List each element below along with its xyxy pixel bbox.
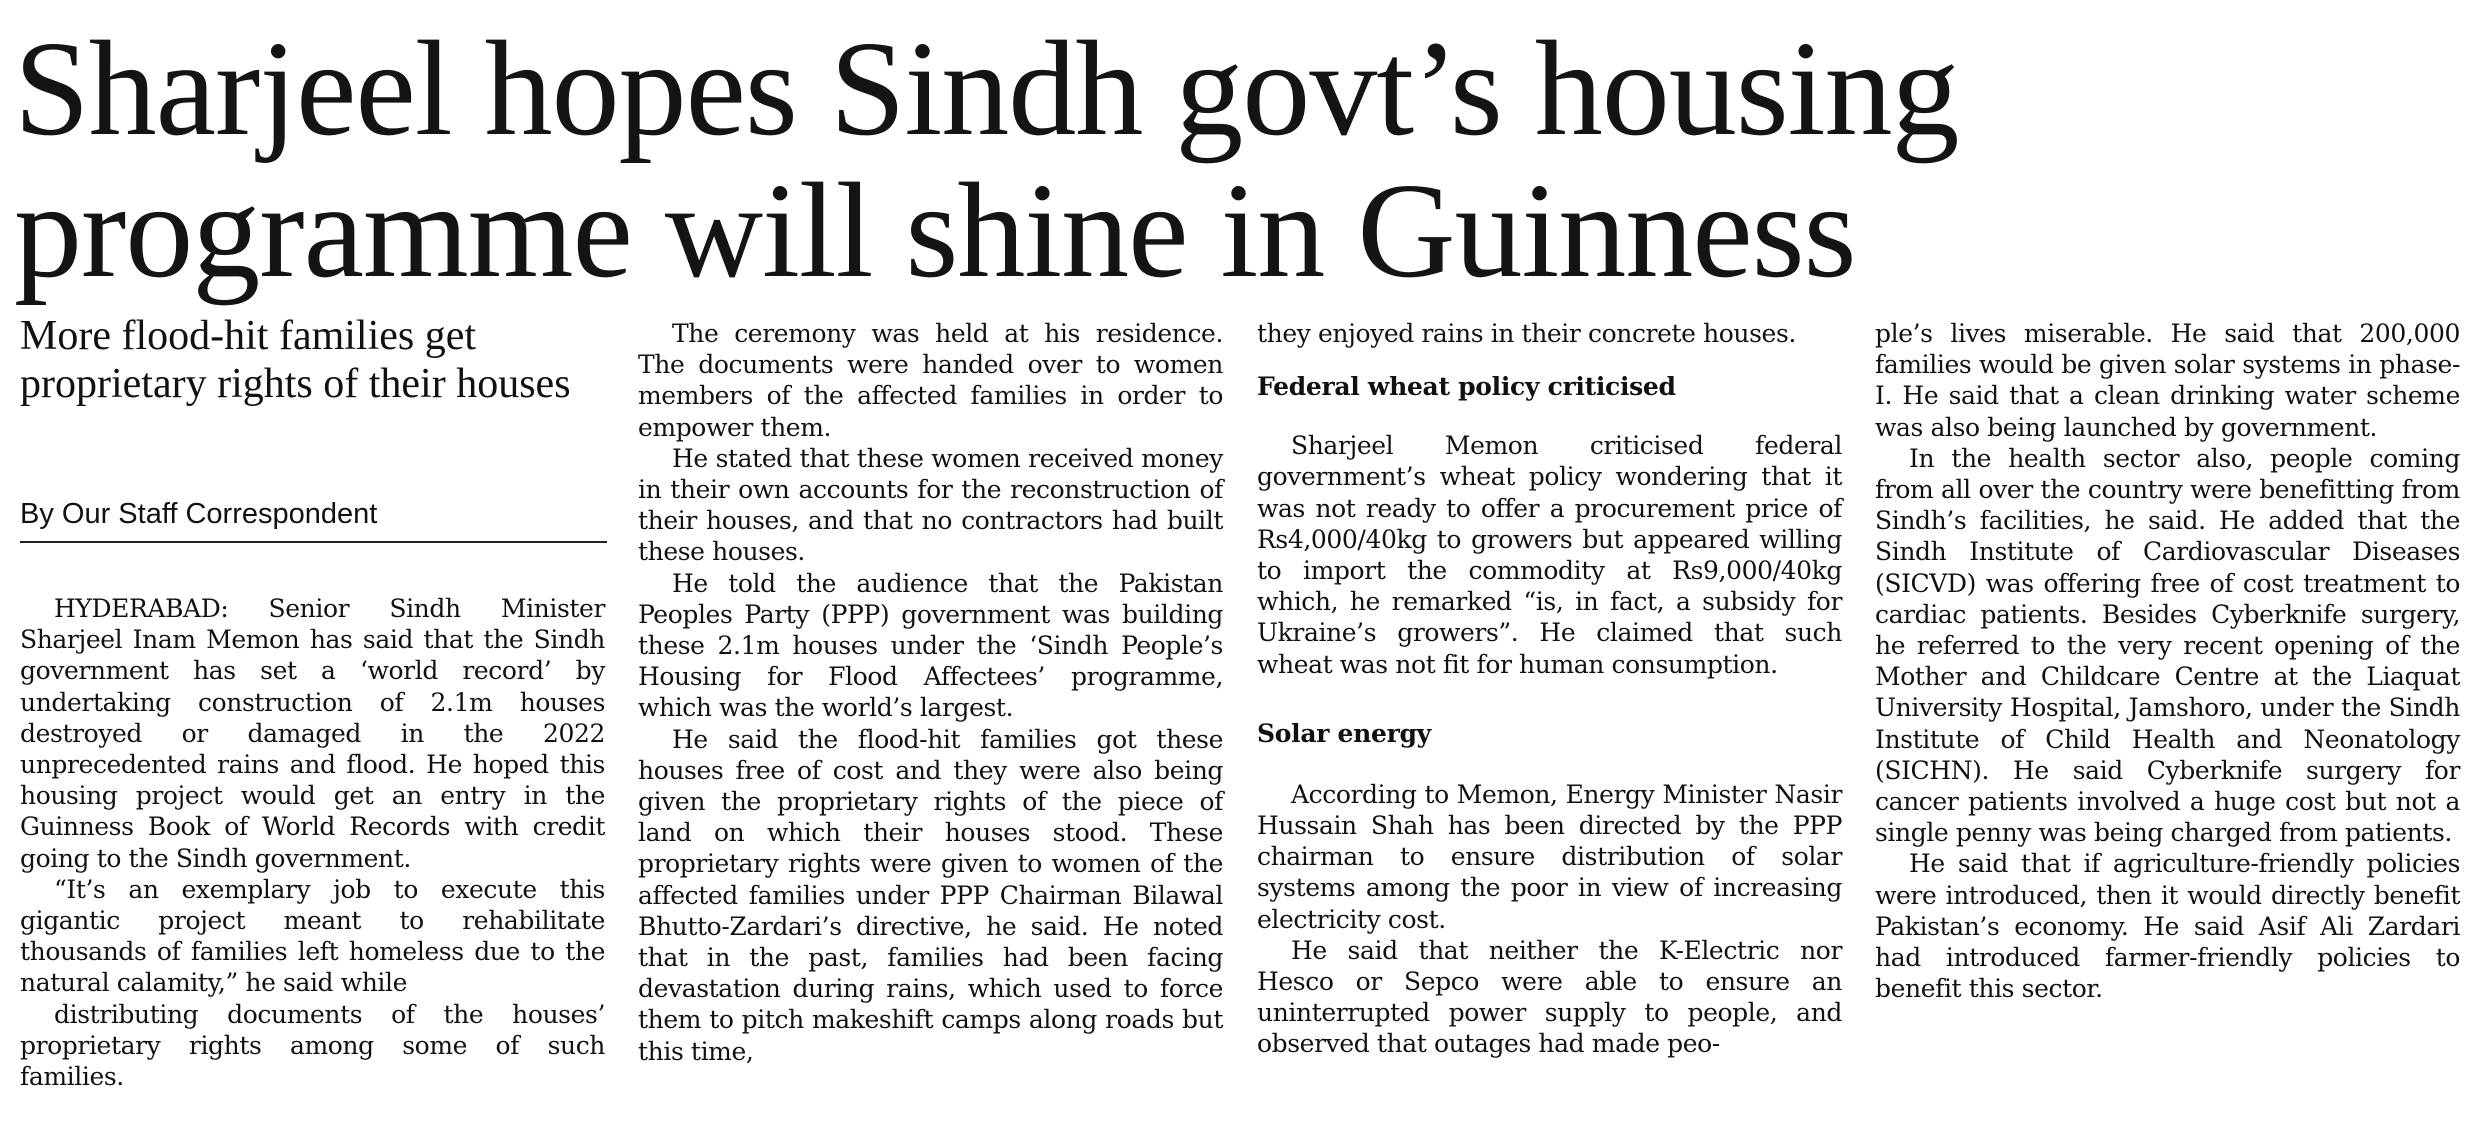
article-column-3: [1257, 318, 1842, 1060]
article-column-1: [20, 593, 605, 1092]
paragraph-continuation: they enjoyed rains in their concrete houses.: [1257, 319, 1796, 348]
headline: Sharjeel hopes Sindh govt’s housing programme will shine in Guinness: [14, 14, 1959, 306]
section-heading-wheat-policy: Federal wheat policy criticised: [1257, 372, 1676, 402]
paragraph: In the health sector also, people coming from all over the country were benefitting from Sindh’s facilities, he said. He added that the Sindh Institute of Cardiovascular Diseases (SICVD) was offering free of cost treatment to cardiac patients. Besides Cyberknife surgery, he referred to the very recent opening of the Mother and Childcare Centre at the Liaquat University Hospital, Jamshoro, under the Sindh Institute of Child Health and Neonatology (SICHN). He said Cyberknife surgery for cancer patients involved a huge cost but not a single penny was being charged from patients.: [1875, 443, 2460, 848]
paragraph-continuation: ple’s lives miserable. He said that 200,000 families would be given solar systems in phase-I. He said that a clean drinking water scheme was also being launched by government.: [1875, 319, 2460, 442]
paragraph: The ceremony was held at his residence. The documents were handed over to women members of the affected families in order to empower them.: [638, 319, 1223, 442]
paragraph: “It’s an exemplary job to execute this gigantic project meant to rehabilitate thousands of families left homeless due to the natural calamity,” he said while: [20, 874, 605, 998]
article-column-2: [638, 318, 1223, 1067]
paragraph: He stated that these women received money in their own accounts for the reconstruction of their houses, and that no contractors had built these houses.: [638, 443, 1223, 567]
paragraph: He said the flood-hit families got these houses free of cost and they were also being given the proprietary rights of the piece of land on which their houses stood. These proprietary rights were given to women of the affected families under PPP Chairman Bilawal Bhutto-Zardari’s directive, he said. He noted that in the past, families had been facing devastation during rains, which used to force them to pitch makeshift camps along roads but this time,: [638, 724, 1223, 1066]
subheadline: More flood-hit families get proprietary rights of their houses: [20, 313, 571, 407]
paragraph: He said that neither the K-Electric nor Hesco or Sepco were able to ensure an uninterrupted power supply to people, and observed that outages had made peo-: [1257, 935, 1842, 1059]
byline-rule: [20, 541, 607, 543]
byline: By Our Staff Correspondent: [20, 498, 378, 530]
paragraph: According to Memon, Energy Minister Nasir Hussain Shah has been directed by the PPP chairman to ensure distribution of solar systems among the poor in view of increasing electricity cost.: [1257, 779, 1842, 934]
paragraph: He said that if agriculture-friendly policies were introduced, then it would directly benefit Pakistan’s economy. He said Asif Ali Zardari had introduced farmer-friendly policies to benefit this sector.: [1875, 849, 2460, 1004]
paragraph: Sharjeel Memon criticised federal government’s wheat policy wondering that it was not ready to offer a procurement price of Rs4,000/40kg to growers but appeared willing to import the commodity at Rs9,000/40kg which, he remarked “is, in fact, a subsidy for Ukraine’s growers”. He claimed that such wheat was not fit for human consumption.: [1257, 431, 1842, 679]
paragraph: distributing documents of the houses’ proprietary rights among some of such families.: [20, 999, 605, 1092]
paragraph: HYDERABAD: Senior Sindh Minister Sharjeel Inam Memon has said that the Sindh government has set a ‘world record’ by undertaking construction of 2.1m houses destroyed or damaged in the 2022 unprecedented rains and flood. He hoped this housing project would get an entry in the Guinness Book of World Records with credit going to the Sindh government.: [20, 594, 605, 873]
article-column-4: [1875, 318, 2460, 1004]
section-heading-solar-energy: Solar energy: [1257, 718, 1431, 748]
paragraph: He told the audience that the Pakistan Peoples Party (PPP) government was building these 2.1m houses under the ‘Sindh People’s Housing for Flood Affectees’ programme, which was the world’s largest.: [638, 568, 1223, 723]
